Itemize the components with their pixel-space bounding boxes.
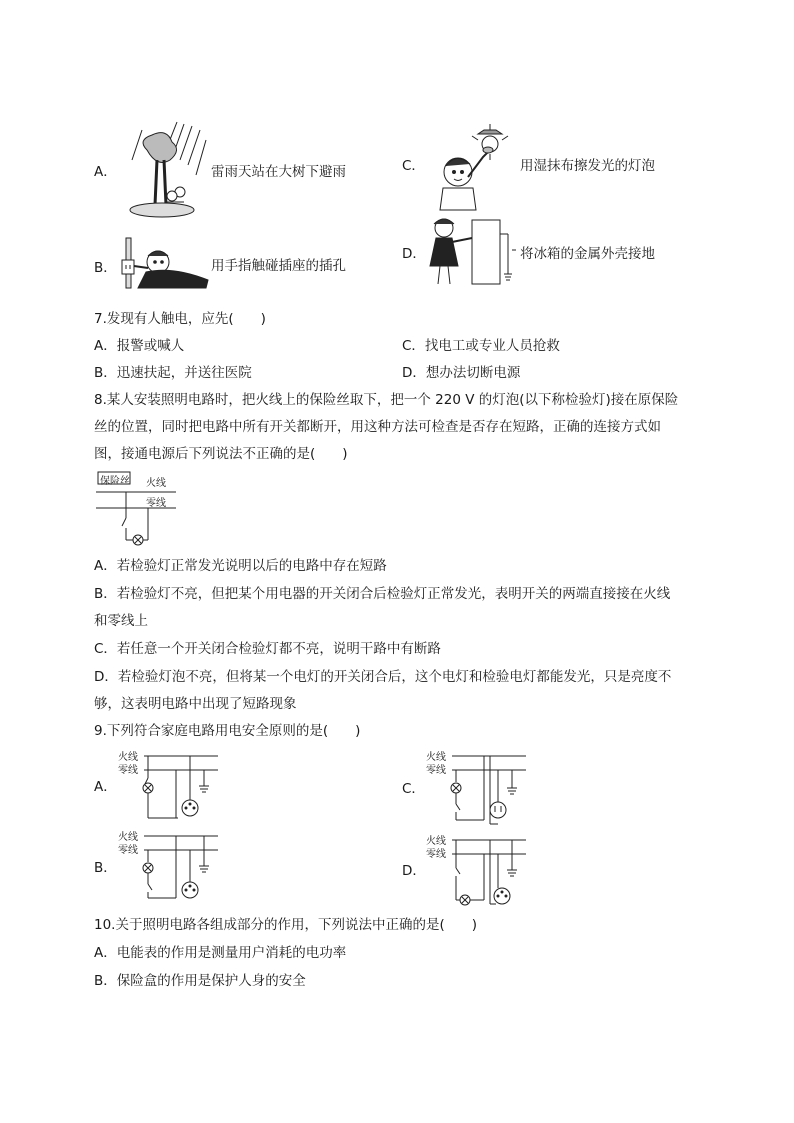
- q8-live-label: 火线: [146, 478, 166, 489]
- q9-b-neutral-label: 零线: [118, 845, 138, 856]
- q8-option-b-line1: B．若检验灯不亮，但把某个用电器的开关闭合后检验灯正常发光，表明开关的两端直接接在火线: [94, 586, 671, 602]
- q9-diagram-d: [426, 832, 526, 910]
- q7-option-d: D．想办法切断电源: [402, 365, 521, 381]
- q9-a-live-label: 火线: [118, 752, 138, 763]
- q9-option-a-letter: A．: [94, 779, 117, 795]
- q8-diagram: [96, 470, 176, 554]
- q6-option-b-image: [118, 236, 213, 291]
- q7-option-a: A．报警或喊人: [94, 338, 185, 354]
- q6-option-d-letter: D．: [402, 246, 426, 262]
- q9-option-b-letter: B．: [94, 860, 117, 876]
- q6-option-c-letter: C．: [402, 158, 425, 174]
- q8-option-d-line1: D．若检验灯泡不亮，但将某一个电灯的开关闭合后，这个电灯和检验电灯都能发光，只是亮度不: [94, 669, 672, 685]
- q6-option-a-caption: 雷雨天站在大树下避雨: [211, 164, 346, 180]
- q9-option-c-letter: C．: [402, 781, 425, 797]
- q7-option-b: B．迅速扶起，并送往医院: [94, 365, 252, 381]
- q9-c-neutral-label: 零线: [426, 765, 446, 776]
- q9-stem: 9.下列符合家庭电路用电安全原则的是( ): [94, 723, 361, 739]
- q6-option-a-letter: A．: [94, 164, 117, 180]
- q8-fuse-label: 保险丝: [100, 476, 130, 487]
- q8-option-b-line2: 和零线上: [94, 613, 148, 629]
- q6-option-b-caption: 用手指触碰插座的插孔: [211, 258, 346, 274]
- q6-option-a-image: [122, 120, 212, 220]
- q8-stem-line3: 图，接通电源后下列说法不正确的是( ): [94, 446, 348, 462]
- q9-diagram-b: [118, 828, 218, 904]
- q8-neutral-label: 零线: [146, 498, 166, 509]
- q10-option-b: B．保险盒的作用是保护人身的安全: [94, 973, 306, 989]
- q9-diagram-a: [118, 748, 218, 824]
- q6-option-b-letter: B．: [94, 260, 117, 276]
- q8-option-d-line2: 够，这表明电路中出现了短路现象: [94, 696, 297, 712]
- q10-stem: 10.关于照明电路各组成部分的作用，下列说法中正确的是( ): [94, 917, 478, 933]
- q7-stem: 7.发现有人触电，应先( ): [94, 311, 266, 327]
- q8-option-a: A．若检验灯正常发光说明以后的电路中存在短路: [94, 558, 387, 574]
- q6-option-c-image: [428, 122, 523, 212]
- q6-option-d-image: [428, 214, 523, 294]
- q6-option-d-caption: 将冰箱的金属外壳接地: [520, 246, 655, 262]
- q10-option-a: A．电能表的作用是测量用户消耗的电功率: [94, 945, 347, 961]
- q9-option-d-letter: D．: [402, 863, 426, 879]
- q8-stem-line2: 丝的位置，同时把电路中所有开关都断开，用这种方法可检查是否存在短路，正确的连接方式如: [94, 419, 661, 435]
- q9-diagram-c: [426, 748, 526, 828]
- q9-c-live-label: 火线: [426, 752, 446, 763]
- q9-d-live-label: 火线: [426, 836, 446, 847]
- q8-stem-line1: 8.某人安装照明电路时，把火线上的保险丝取下，把一个 220 V 的灯泡(以下称检验灯)接在原保险: [94, 392, 679, 408]
- q7-option-c: C．找电工或专业人员抢救: [402, 338, 560, 354]
- q9-d-neutral-label: 零线: [426, 849, 446, 860]
- q9-a-neutral-label: 零线: [118, 765, 138, 776]
- q8-option-c: C．若任意一个开关闭合检验灯都不亮，说明干路中有断路: [94, 641, 441, 657]
- q6-option-c-caption: 用湿抹布擦发光的灯泡: [520, 158, 655, 174]
- q9-b-live-label: 火线: [118, 832, 138, 843]
